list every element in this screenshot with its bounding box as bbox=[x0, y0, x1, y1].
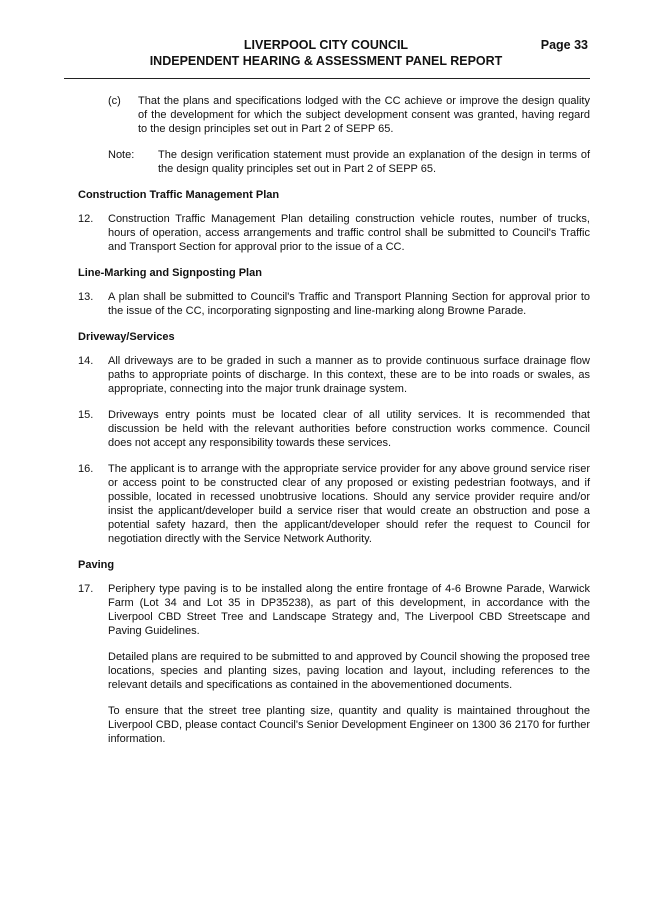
condition-item-16 bbox=[78, 462, 590, 546]
header-divider bbox=[64, 78, 590, 79]
subclause-label: (c) bbox=[108, 95, 121, 107]
condition-subclause-c bbox=[78, 94, 590, 136]
section-heading-paving: Paving bbox=[78, 559, 115, 571]
condition-item-14 bbox=[78, 354, 590, 396]
page-header bbox=[64, 37, 588, 77]
paving-paragraph-plans: Detailed plans are required to be submitted to and approved by Council showing the proposed tree locations, species and planting sizes, paving location and layout, including references to the relevant details and specifications as contained in the abovementioned documents. bbox=[108, 651, 590, 691]
header-title bbox=[64, 37, 588, 69]
header-title-line2: INDEPENDENT HEARING & ASSESSMENT PANEL REPORT bbox=[149, 54, 503, 68]
item-number: 15. bbox=[78, 409, 94, 421]
item-number: 12. bbox=[78, 213, 94, 225]
section-heading-traffic: Construction Traffic Management Plan bbox=[78, 189, 280, 201]
condition-item-15 bbox=[78, 408, 590, 450]
item-text: Driveways entry points must be located clear of all utility services. It is recommended that discussion be held with the relevant authorities before construction works commence. Council does not accept any responsibility towards these services. bbox=[108, 409, 590, 449]
subclause-text: That the plans and specifications lodged with the CC achieve or improve the design quality of the development for which the subject development consent was granted, having regard to the design principles set out in Part 2 of SEPP 65. bbox=[138, 95, 590, 135]
note-label: Note: bbox=[108, 149, 135, 161]
item-number: 14. bbox=[78, 355, 94, 367]
paving-paragraph-contact: To ensure that the street tree planting size, quantity and quality is maintained throughout the Liverpool CBD, please contact Council's Senior Development Engineer on 1300 36 2170 for further information. bbox=[108, 705, 590, 745]
header-title-line1: LIVERPOOL CITY COUNCIL bbox=[243, 38, 409, 52]
item-text: A plan shall be submitted to Council's Traffic and Transport Planning Section for approval prior to the issue of the CC, incorporating signposting and line-marking along Browne Parade. bbox=[108, 291, 590, 317]
condition-item-13 bbox=[78, 290, 590, 318]
document-body bbox=[78, 94, 590, 758]
item-text: All driveways are to be graded in such a manner as to provide continuous surface drainage flow paths to appropriate points of discharge. In this context, these are to be into roads or swales, as appropriate, connecting into the major trunk drainage system. bbox=[108, 355, 590, 395]
item-text: The applicant is to arrange with the appropriate service provider for any above ground service riser or access point to be constructed clear of any proposed or existing pedestrian footways, and if possible, located in recessed unobtrusive locations. Should any service provider require and/or insist the applicant/developer build a service riser that would create an obstruction and pose a potential safety hazard, then the applicant/developer should refer the request to Council for negotiation directly with the Service Network Authority. bbox=[108, 463, 590, 545]
page-number: Page 33 bbox=[540, 38, 588, 52]
item-number: 16. bbox=[78, 463, 94, 475]
item-text: Construction Traffic Management Plan detailing construction vehicle routes, number of trucks, hours of operation, access arrangements and traffic control shall be submitted to Council's Traffic and Transport Section for approval prior to the issue of a CC. bbox=[108, 213, 590, 253]
item-text: Periphery type paving is to be installed along the entire frontage of 4-6 Browne Parade, Warwick Farm (Lot 34 and Lot 35 in DP35238), as part of this development, in accordance with the Liverpool CBD Street Tree and Landscape Strategy and, The Liverpool CBD Streetscape and Paving Guidelines. bbox=[108, 583, 590, 637]
item-number: 13. bbox=[78, 291, 94, 303]
item-number: 17. bbox=[78, 583, 94, 595]
condition-item-12 bbox=[78, 212, 590, 254]
section-heading-driveway: Driveway/Services bbox=[78, 331, 175, 343]
section-heading-linemarking: Line-Marking and Signposting Plan bbox=[78, 267, 262, 279]
note-text: The design verification statement must provide an explanation of the design in terms of the design quality principles set out in Part 2 of SEPP 65. bbox=[158, 149, 590, 175]
design-note bbox=[78, 148, 590, 176]
condition-item-17 bbox=[78, 582, 590, 638]
